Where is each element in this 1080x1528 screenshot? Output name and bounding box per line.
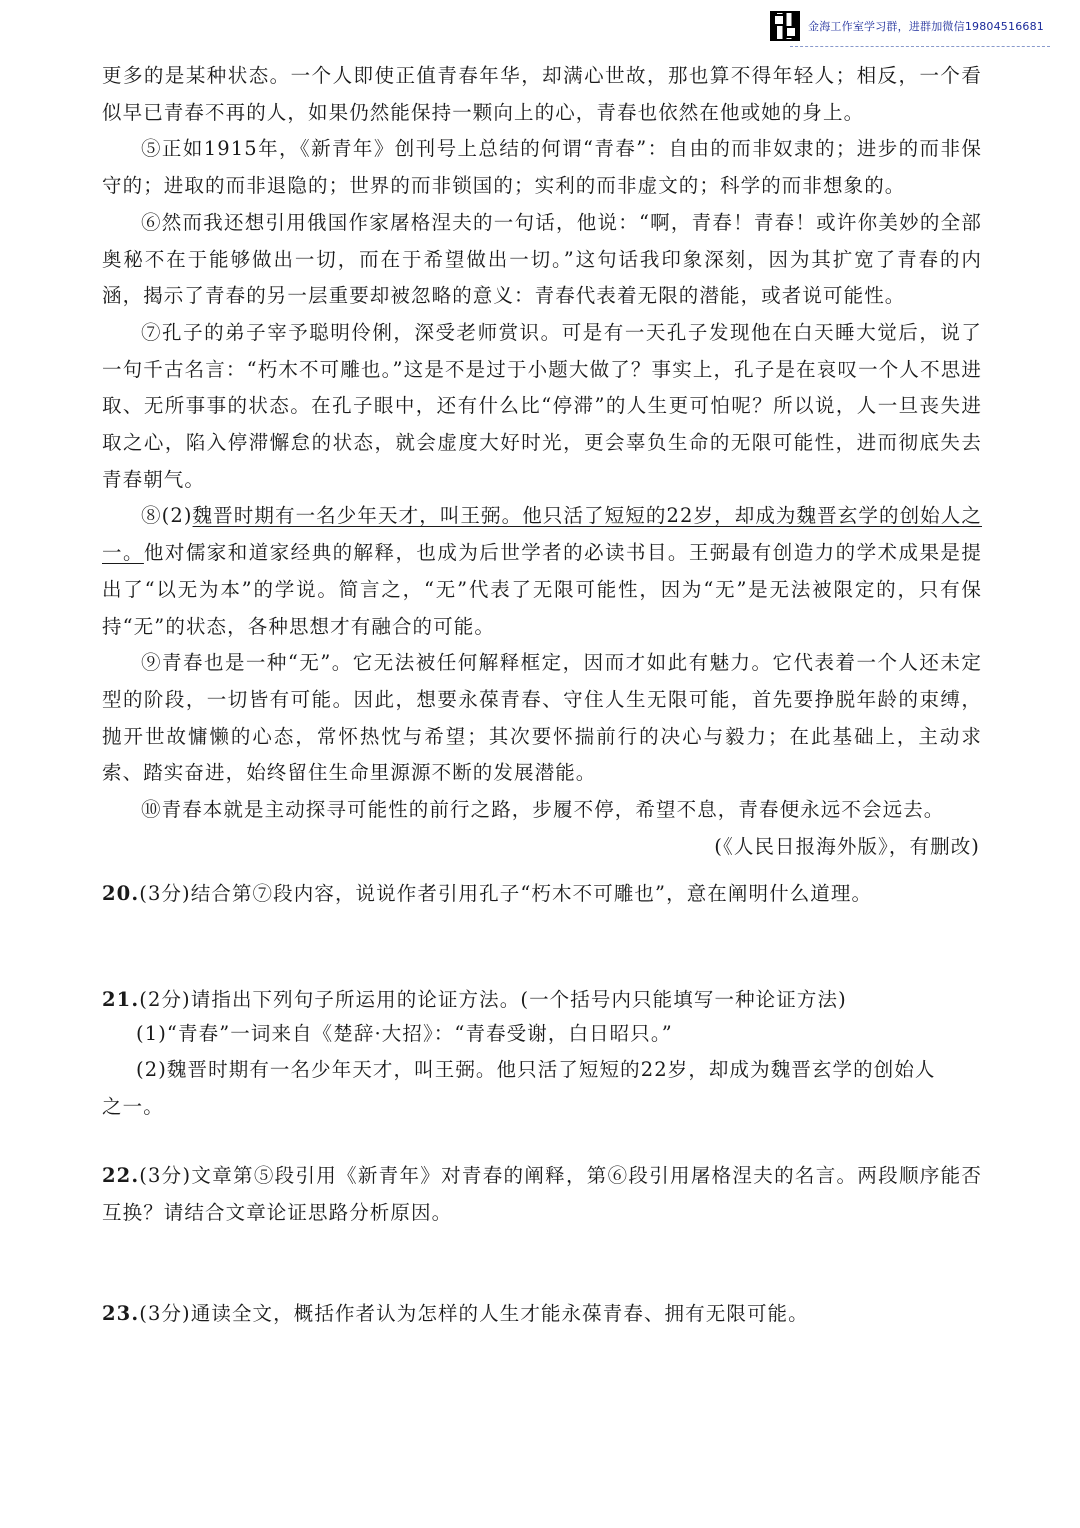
- question-22-number: 22.: [102, 1164, 140, 1187]
- question-21-sub-2-line-1: (2)魏晋时期有一名少年天才，叫王弼。他只活了短短的22岁，却成为魏晋玄学的创始人: [136, 1058, 936, 1081]
- paragraph-5: ⑤正如1915年，《新青年》创刊号上总结的何谓“青春”：自由的而非奴隶的；进步的而非保守的；进取的而非退隐的；世界的而非锁国的；实利的而非虚文的；科学的而非想象的。: [102, 137, 982, 198]
- paragraph-8-underlined-sentence: 魏晋时期有一名少年天才，叫王弼。他只活了短短的22岁，却成为魏晋玄学的创始人之一。: [102, 504, 982, 565]
- header-text: 金海工作室学习群，进群加微信19804516681: [808, 20, 1044, 33]
- question-20-text: (3分)结合第⑦段内容，说说作者引用孔子“朽木不可雕也”，意在阐明什么道理。: [139, 882, 873, 905]
- paragraph-6: ⑥然而我还想引用俄国作家屠格涅夫的一句话，他说：“啊，青春！青春！或许你美妙的全部奥秘不在于能够做出一切，而在于希望做出一切。”这句话我印象深刻，因为其扩宽了青春的内涵，揭示了青春的另一层重要却被忽略的意义：青春代表着无限的潜能，或者说可能性。: [102, 210, 982, 308]
- qr-code-icon: [770, 11, 800, 41]
- article-body: [102, 58, 982, 865]
- article-source: (《人民日报海外版》，有删改): [714, 834, 980, 858]
- paragraph-continued: 更多的是某种状态。一个人即使正值青春年华，却满心世故，那也算不得年轻人；相反，一个看似早已青春不再的人，如果仍然能保持一颗向上的心，青春也依然在他或她的身上。: [102, 64, 982, 124]
- paragraph-8: [102, 498, 982, 645]
- page-header: [770, 8, 1044, 44]
- question-21-sub-2-line-2: 之一。: [102, 1095, 164, 1118]
- question-22: [102, 1158, 982, 1231]
- paragraph-10: ⑩青春本就是主动探寻可能性的前行之路，步履不停，希望不息，青春便永远不会远去。: [141, 798, 945, 822]
- question-21-text: (2分)请指出下列句子所运用的论证方法。(一个括号内只能填写一种论证方法): [139, 988, 847, 1011]
- question-23-text: (3分)通读全文，概括作者认为怎样的人生才能永葆青春、拥有无限可能。: [139, 1302, 809, 1325]
- question-23: [102, 1296, 982, 1333]
- paragraph-9: ⑨青春也是一种“无”。它无法被任何解释框定，因而才如此有魅力。它代表着一个人还未定型的阶段，一切皆有可能。因此，想要永葆青春、守住人生无限可能，首先要挣脱年龄的束缚，抛开世故慵懒的心态，常怀热忱与希望；其次要怀揣前行的决心与毅力；在此基础上，主动求索、踏实奋进，始终留住生命里源源不断的发展潜能。: [102, 651, 982, 785]
- paragraph-7: ⑦孔子的弟子宰予聪明伶俐，深受老师赏识。可是有一天孔子发现他在白天睡大觉后，说了一句千古名言：“朽木不可雕也。”这是不是过于小题大做了？事实上，孔子是在哀叹一个人不思进取、无所事事的状态。在孔子眼中，还有什么比“停滞”的人生更可怕呢？所以说，人一旦丧失进取之心，陷入停滞懈怠的状态，就会虚度大好时光，更会辜负生命的无限可能性，进而彻底失去青春朝气。: [102, 320, 982, 491]
- paragraph-8-prefix: ⑧(2): [141, 504, 193, 528]
- paragraph-8-rest: 他对儒家和道家经典的解释，也成为后世学者的必读书目。王弼最有创造力的学术成果是提出了“以无为本”的学说。简言之，“无”代表了无限可能性，因为“无”是无法被限定的，只有保持“无”的状态，各种思想才有融合的可能。: [102, 541, 982, 638]
- header-divider: [790, 46, 1050, 47]
- question-21-sub-1: (1)“青春”一词来自《楚辞·大招》：“青春受谢，白日昭只。”: [136, 1022, 673, 1045]
- question-22-text: (3分)文章第⑤段引用《新青年》对青春的阐释，第⑥段引用屠格涅夫的名言。两段顺序能否互换？请结合文章论证思路分析原因。: [102, 1164, 982, 1224]
- question-20-number: 20.: [102, 882, 140, 905]
- question-20: [102, 876, 982, 913]
- question-23-number: 23.: [102, 1302, 140, 1325]
- question-21-number: 21.: [102, 988, 140, 1011]
- question-21: [102, 982, 982, 1019]
